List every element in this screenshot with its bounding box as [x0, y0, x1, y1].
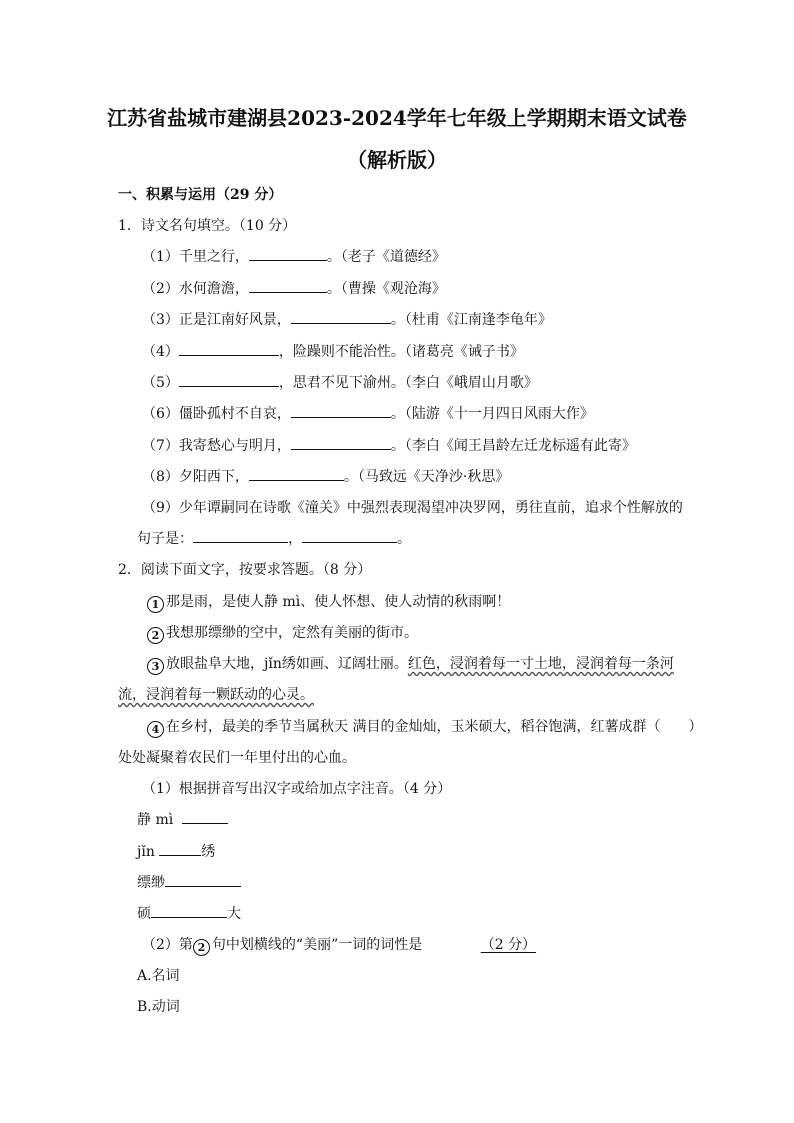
q1-item-6: （6）僵卧孤村不自哀， 。（陆游《十一月四日风雨大作》 — [142, 406, 594, 422]
answer-blank[interactable] — [151, 905, 227, 918]
q1-item-2: （2）水何澹澹， 。（曹操《观沧海》 — [142, 281, 446, 297]
exam-subtitle: （解析版） — [347, 148, 447, 172]
q1-item-1: （1）千里之行， 。（老子《道德经》 — [142, 249, 446, 265]
circled-number: 3 — [147, 658, 164, 675]
question-2-stem: 2．阅读下面文字，按要求答题。（8 分） — [118, 562, 372, 578]
passage-sentence-2: 2 我想那缥缈的空中，定然有美丽的街市。 — [147, 624, 418, 644]
section-heading: 一、积累与运用（29 分） — [118, 187, 283, 203]
answer-blank[interactable] — [159, 843, 201, 856]
q1-item-4: （4） ，险躁则不能治性。（诸葛亮《诫子书》 — [142, 344, 524, 360]
answer-blank[interactable] — [249, 468, 344, 481]
passage-sentence-4-cont: 处处凝聚着农民们一年里付出的心血。 — [118, 750, 356, 766]
answer-line[interactable]: （2 分） — [480, 937, 537, 953]
fill-item-1: 静 mì — [137, 811, 228, 829]
q1-item-7: （7）我寄愁心与明月， 。（李白《闻王昌龄左迁龙标遥有此寄》 — [142, 438, 636, 454]
q1-item-9: （9）少年谭嗣同在诗歌《潼关》中强烈表现渴望冲决罗网，勇往直前，追求个性解放的 — [142, 500, 683, 516]
q1-item-8: （8）夕阳西下， 。（马致远《天净沙·秋思》 — [142, 469, 510, 485]
fill-item-2: jǐn 绣 — [137, 844, 216, 860]
circled-number: 2 — [193, 939, 210, 956]
answer-blank[interactable] — [249, 248, 327, 261]
answer-blank[interactable] — [193, 530, 288, 543]
circled-number: 1 — [147, 596, 164, 613]
circled-number: 2 — [147, 627, 164, 644]
passage-sentence-4: 4 在乡村，最美的季节当属秋天 满目的金灿灿，玉米硕大，稻谷饱满，红薯成群（ ） — [147, 718, 702, 738]
subquestion-1: （1）根据拼音写出汉字或给加点字注音。（4 分） — [142, 781, 452, 797]
q1-item-9-answer: 句子是： ， 。 — [137, 531, 411, 547]
passage-sentence-3: 3 放眼盐阜大地，jǐn绣如画、辽阔壮丽。红色，浸润着每一寸土地，浸润着每一条河 — [147, 655, 674, 675]
answer-blank[interactable] — [249, 280, 327, 293]
answer-blank[interactable] — [291, 311, 391, 324]
answer-blank[interactable] — [182, 811, 228, 824]
answer-blank[interactable] — [179, 374, 279, 387]
fill-item-3: 缥缈 — [137, 874, 241, 892]
subquestion-2: （2）第 2 句中划横线的“美丽”一词的词性是 （2 分） — [142, 937, 537, 954]
option-b[interactable]: B.动词 — [137, 999, 180, 1015]
passage-sentence-1: 1 那是雨，是使人静 mì、使人怀想、使人动情的秋雨啊！ — [147, 593, 510, 613]
option-a[interactable]: A.名词 — [137, 968, 180, 984]
q1-item-5: （5） ，思君不见下渝州。（李白《峨眉山月歌》 — [142, 375, 538, 391]
answer-blank[interactable] — [291, 437, 391, 450]
fill-item-4: 硕 大 — [137, 906, 241, 922]
question-1-stem: 1．诗文名句填空。（10 分） — [118, 218, 297, 234]
answer-blank[interactable] — [165, 874, 241, 887]
circled-number: 4 — [147, 721, 164, 738]
q1-item-3: （3）正是江南好风景， 。（杜甫《江南逢李龟年》 — [142, 312, 552, 328]
answer-blank[interactable] — [291, 405, 391, 418]
passage-sentence-3-cont: 流，浸润着每一颗跃动的心灵。 — [118, 687, 314, 703]
answer-blank[interactable] — [302, 530, 397, 543]
exam-title: 江苏省盐城市建湖县2023-2024学年七年级上学期期末语文试卷 — [107, 106, 687, 130]
answer-blank[interactable] — [179, 343, 279, 356]
